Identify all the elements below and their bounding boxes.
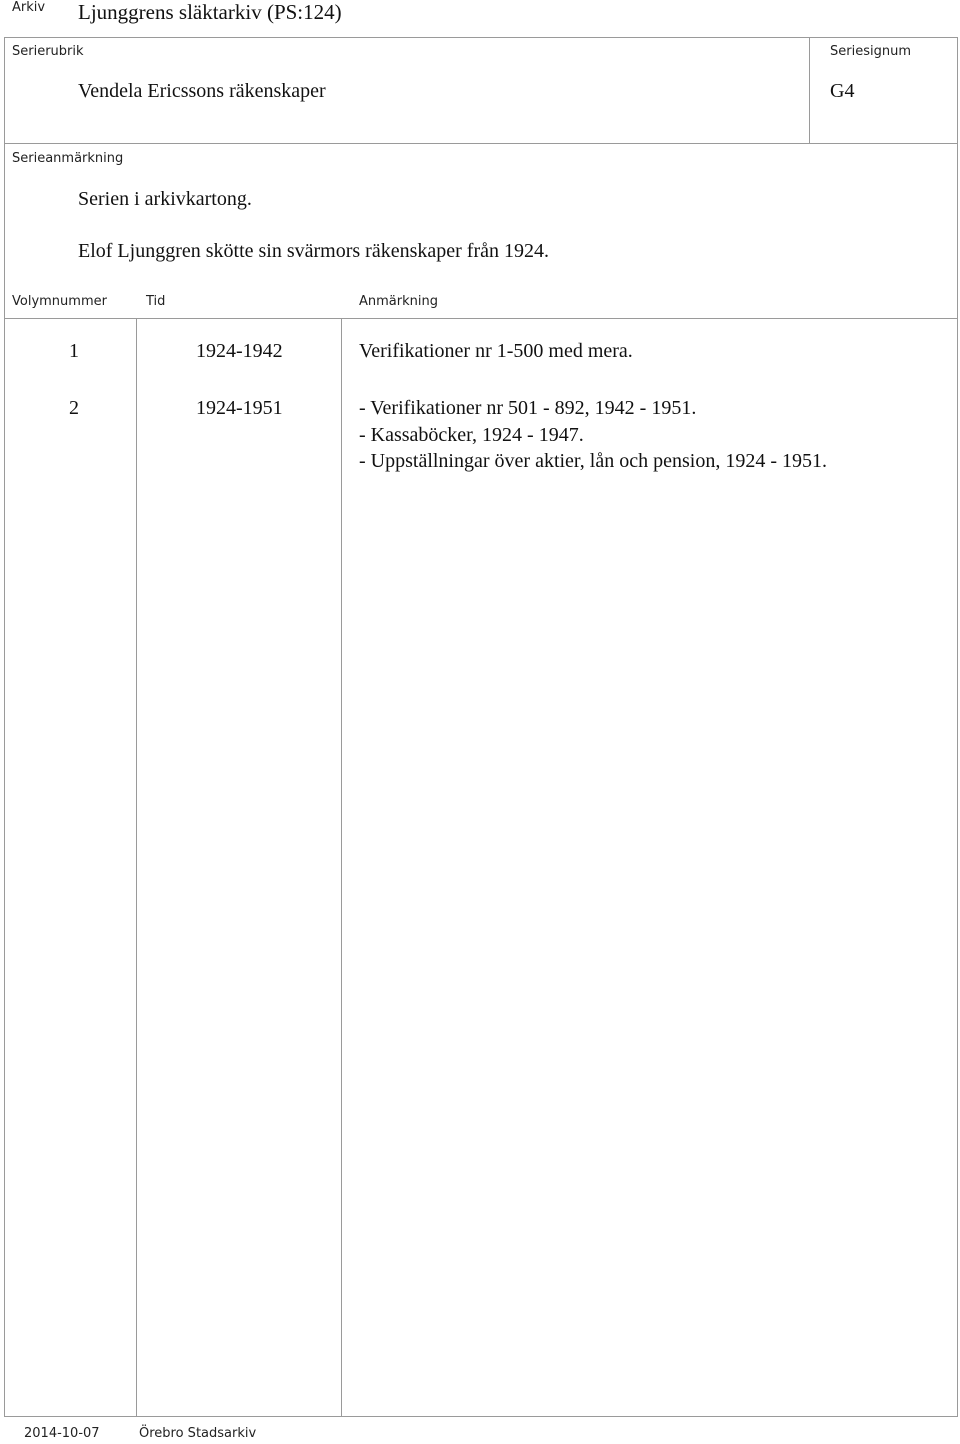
seriesignum-value: G4 [830,80,855,102]
column-divider-1 [136,318,137,1417]
box-right-border [957,37,958,1417]
table-header-border [4,318,958,319]
row-1-anm-line-1: Verifikationer nr 1-500 med mera. [359,340,633,362]
seriesignum-label: Seriesignum [830,44,911,59]
row-2-tid: 1924-1951 [196,397,283,419]
serierubrik-value: Vendela Ericssons räkenskaper [78,80,326,102]
column-divider-2 [341,318,342,1417]
arkiv-label: Arkiv [12,0,46,15]
row-2-anm-line-1: - Verifikationer nr 501 - 892, 1942 - 1951. [359,397,697,419]
row-1-volym: 1 [69,340,79,362]
arkiv-title: Ljunggrens släktarkiv (PS:124) [78,0,342,24]
row-2-anm-line-3: - Uppställningar över aktier, lån och pension, 1924 - 1951. [359,450,827,472]
box-left-border [4,37,5,1417]
box-bottom-border [4,1416,958,1417]
row-1-tid: 1924-1942 [196,340,283,362]
rubrik-bottom-border [4,143,958,144]
serieanmarkning-line-1: Serien i arkivkartong. [78,188,252,210]
footer-org: Örebro Stadsarkiv [139,1426,257,1441]
serieanmarkning-line-2: Elof Ljunggren skötte sin svärmors räkenskaper från 1924. [78,240,549,262]
footer-date: 2014-10-07 [24,1426,100,1441]
header-tid: Tid [146,294,166,309]
header-anmarkning: Anmärkning [359,294,438,309]
row-2-anm-line-2: - Kassaböcker, 1924 - 1947. [359,424,584,446]
box-top-border [4,37,958,38]
row-2-volym: 2 [69,397,79,419]
signum-divider [809,37,810,144]
serierubrik-label: Serierubrik [12,44,84,59]
serieanmarkning-label: Serieanmärkning [12,151,124,166]
header-volymnummer: Volymnummer [12,294,107,309]
